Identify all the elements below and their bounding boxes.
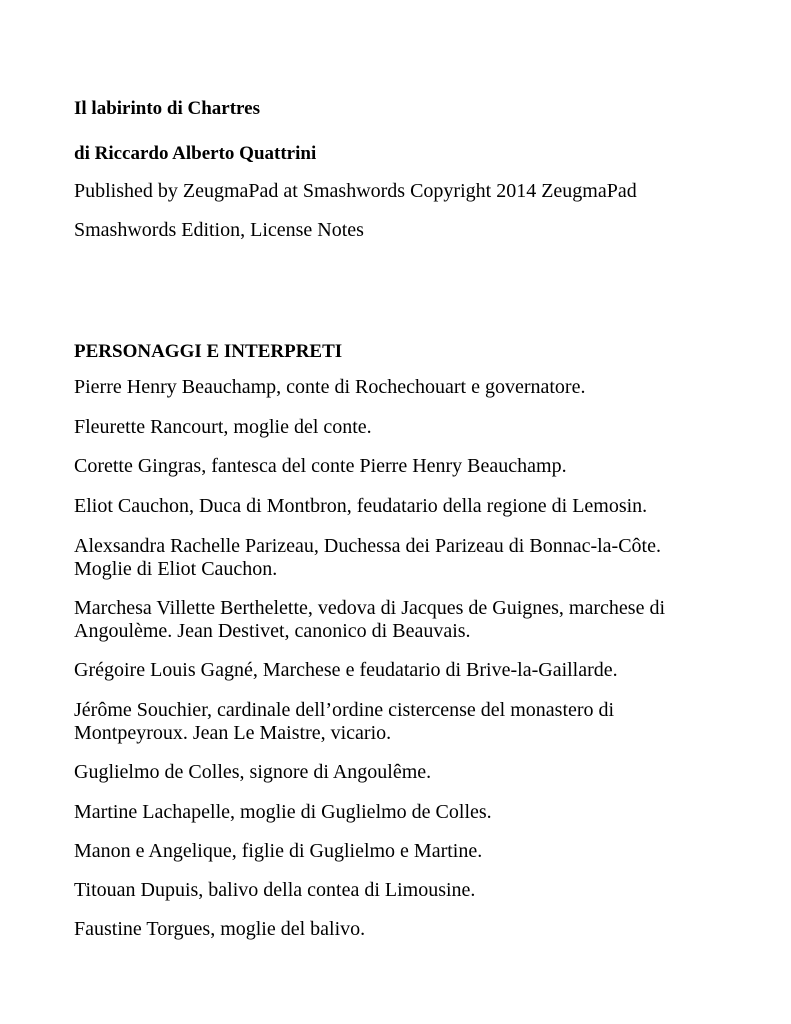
cast-line: Faustine Torgues, moglie del balivo. [74, 918, 366, 940]
edition-line: Smashwords Edition, License Notes [74, 219, 364, 241]
cast-line: Titouan Dupuis, balivo della contea di Limousine. [74, 879, 476, 901]
cast-line: Martine Lachapelle, moglie di Guglielmo de Colles. [74, 801, 492, 823]
cast-line: Corette Gingras, fantesca del conte Pierre Henry Beauchamp. [74, 455, 567, 477]
cast-heading: PERSONAGGI E INTERPRETI [74, 341, 343, 362]
cast-line: Fleurette Rancourt, moglie del conte. [74, 416, 372, 438]
cast-line: Montpeyroux. Jean Le Maistre, vicario. [74, 722, 392, 744]
cast-line: Alexsandra Rachelle Parizeau, Duchessa dei Parizeau di Bonnac-la-Côte. [74, 535, 661, 557]
cast-line: Marchesa Villette Berthelette, vedova di Jacques de Guignes, marchese di [74, 597, 665, 619]
cast-line: Moglie di Eliot Cauchon. [74, 558, 278, 580]
cast-line: Manon e Angelique, figlie di Guglielmo e Martine. [74, 840, 483, 862]
book-author: di Riccardo Alberto Quattrini [74, 143, 317, 164]
publisher-line: Published by ZeugmaPad at Smashwords Copyright 2014 ZeugmaPad [74, 180, 637, 202]
cast-line: Guglielmo de Colles, signore di Angoulême. [74, 761, 432, 783]
cast-line: Eliot Cauchon, Duca di Montbron, feudatario della regione di Lemosin. [74, 495, 648, 517]
cast-line: Jérôme Souchier, cardinale dell’ordine cistercense del monastero di [74, 699, 615, 721]
book-title: Il labirinto di Chartres [74, 98, 260, 119]
cast-line: Angoulème. Jean Destivet, canonico di Beauvais. [74, 620, 471, 642]
cast-line: Grégoire Louis Gagné, Marchese e feudatario di Brive-la-Gaillarde. [74, 659, 618, 681]
cast-line: Pierre Henry Beauchamp, conte di Rochechouart e governatore. [74, 376, 586, 398]
